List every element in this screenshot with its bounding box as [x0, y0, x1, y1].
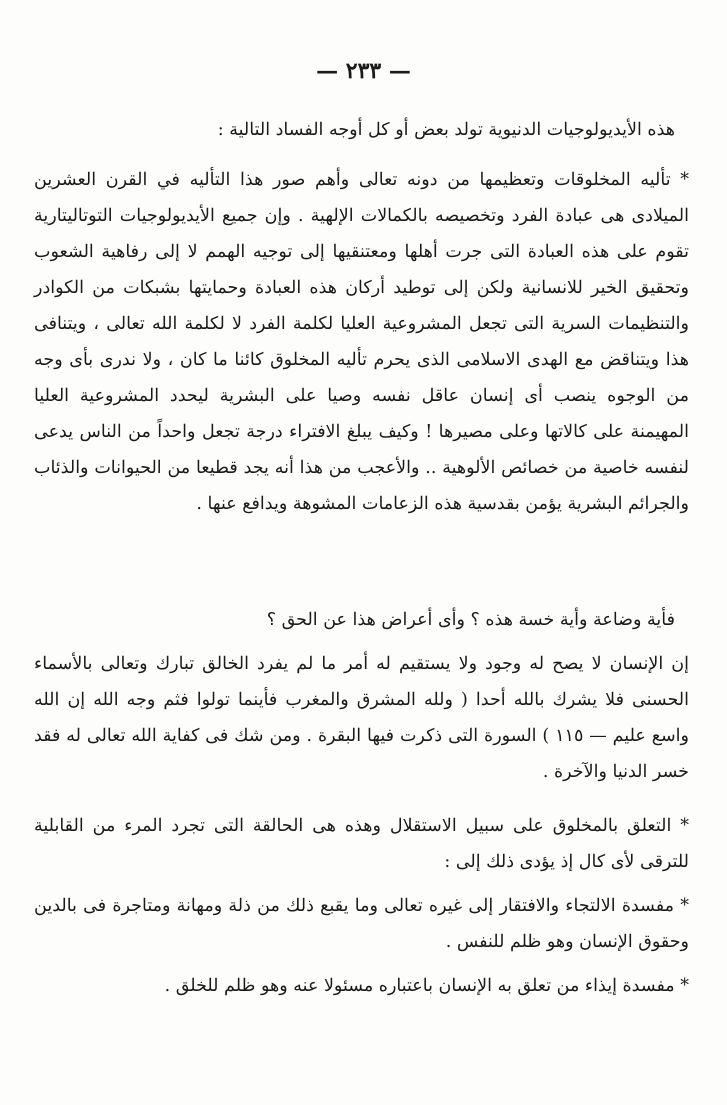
paragraph-deification — [34, 162, 689, 522]
paragraph-deification-text: * تأليه المخلوقات وتعظيمها من دونه تعالى وأهم صور هذا التأليه في القرن العشرين الميلادى هى عبادة الفرد وتخصيصه بالكمالات الإلهية . وإن جميع الأيديولوجيات التوتاليتارية تقوم على هذه العبادة التى جرت أهلها ومعتنقيها إلى توجيه الهمم لا إلى رفاهية الشعوب وتحقيق الخير للانسانية ولكن إلى توطيد أركان هذه العبادة وحمايتها بشبكات من الكوادر والتنظيمات السرية التى تجعل المشروعية العليا لكلمة الفرد لا لكلمة الله تعالى ، ويتنافى هذا ويتناقض مع الهدى الاسلامى الذى يحرم تأليه المخلوق كائنا ما كان ، ولا ندرى بأى وجه من الوجوه ينصب أى إنسان عاقل نفسه وصيا على البشرية ليحدد المشروعية العليا المهيمنة على كالاتها وعلى مصيرها ! وكيف يبلغ الافتراء درجة تجعل واحداً من الناس يدعى لنفسه خاصية من خصائص الألوهية .. والأعجب من هذا أنه يجد قطيعا من الحيوانات والذئاب والجرائم البشرية يؤمن بقدسية هذه الزعامات المشوهة ويدافع عنها . — [34, 170, 689, 514]
paragraph-attachment-text: * التعلق بالمخلوق على سبيل الاستقلال وهذه هى الحالقة التى تجرد المرء من القابلية للترقى لأى كال إذ يؤدى ذلك إلى : — [34, 816, 689, 872]
paragraph-attachment — [34, 808, 689, 880]
paragraph-question — [20, 602, 689, 638]
paragraph-question-text: فأية وضاعة وأية خسة هذه ؟ وأى أعراض هذا عن الحق ؟ — [266, 610, 675, 630]
paragraph-harm-others — [34, 968, 689, 1004]
intro-text: هذه الأيديولوجيات الدنيوية تولد بعض أو كل أوجه الفساد التالية : — [217, 120, 675, 140]
paragraph-quran-verse — [34, 646, 689, 790]
intro-paragraph — [20, 112, 689, 148]
paragraph-harm-others-text: * مفسدة إيذاء من تعلق به الإنسان باعتباره مسئولا عنه وهو ظلم للخلق . — [164, 976, 689, 996]
paragraph-quran-verse-text: إن الإنسان لا يصح له وجود ولا يستقيم له أمر ما لم يفرد الخالق تبارك وتعالى بالأسماء الحسنى فلا يشرك بالله أحدا ( ولله المشرق والمغرب فأينما تولوا فثم وجه الله إن الله واسع عليم — ١١٥ ) السورة التى ذكرت فيها البقرة . ومن شك فى كفاية الله تعالى له فقد خسر الدنيا والآخرة . — [34, 654, 689, 782]
paragraph-self-harm-text: * مفسدة الالتجاء والافتقار إلى غيره تعالى وما يقبع ذلك من ذلة ومهانة ومتاجرة فى بالدين وحقوق الإنسان وهو ظلم للنفس . — [34, 896, 689, 952]
paragraph-self-harm — [34, 888, 689, 960]
page-number: — ٢٣٣ — — [316, 58, 411, 84]
